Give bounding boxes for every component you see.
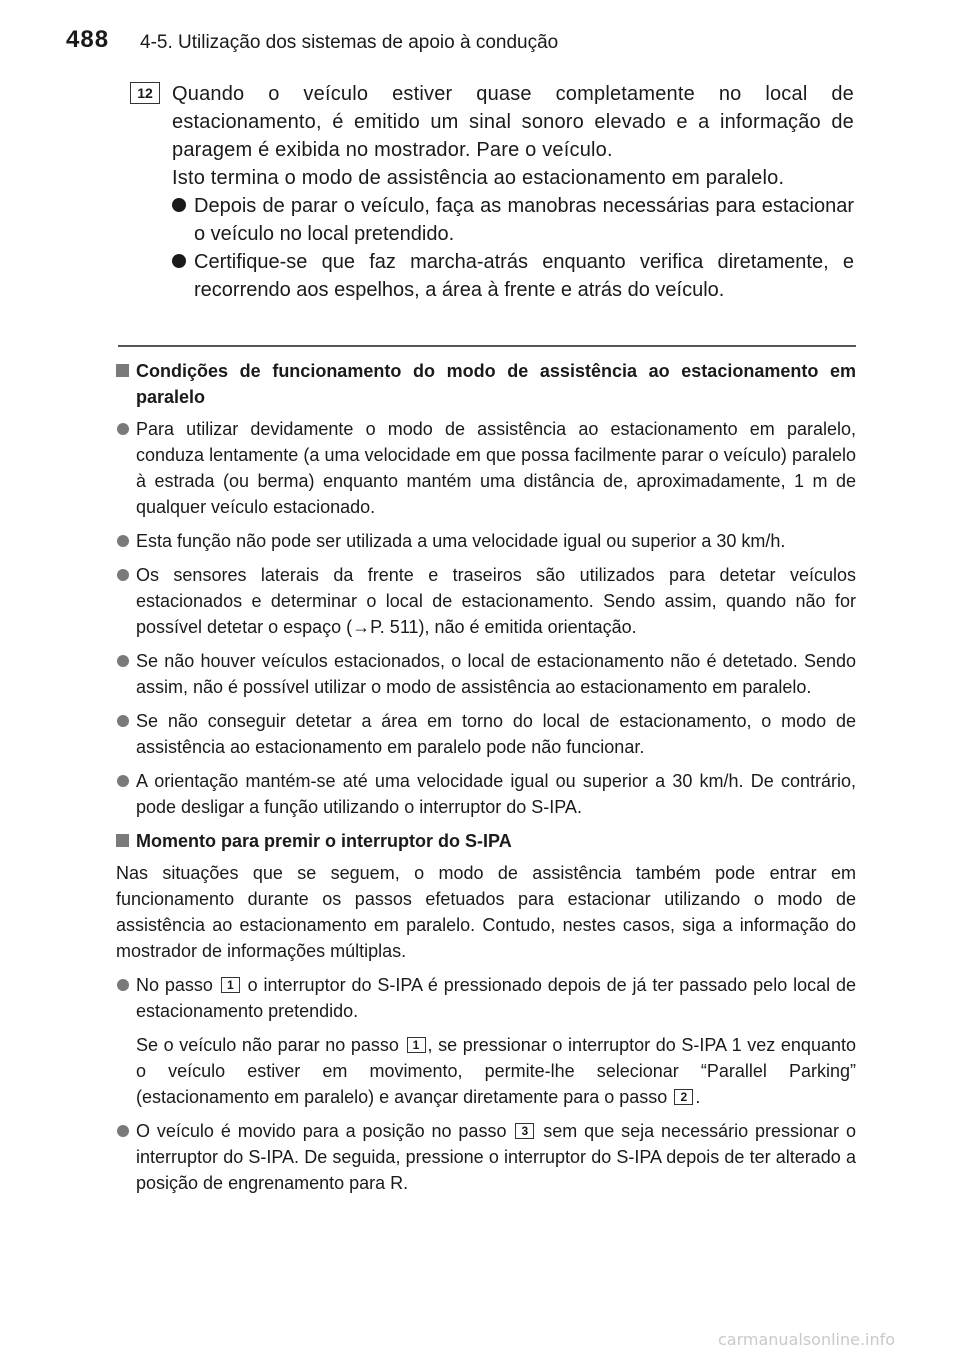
step-bullet-1 bbox=[172, 192, 854, 248]
section-divider bbox=[118, 345, 856, 347]
step-text bbox=[172, 80, 854, 192]
list-item bbox=[116, 1118, 856, 1196]
moment-bullet-2-post: sem que seja necessário pressionar o interruptor do S-IPA. De seguida, pressione o interruptor do S-IPA depois de ter alterado a posição de engrenamento para R. bbox=[136, 1121, 856, 1193]
condition-text: Se não conseguir detetar a área em torno do local de estacionamento, o modo de assistência ao estacionamento em paralelo pode não funcionar. bbox=[136, 711, 856, 757]
list-item bbox=[116, 528, 856, 554]
list-item bbox=[116, 648, 856, 700]
moment-intro: Nas situações que se seguem, o modo de assistência também pode entrar em funcionamento durante os passos efetuados para estacionar utilizando o modo de assistência ao estacionamento em paralelo. Contudo, nestes casos, siga a informação do mostrador de informações múltiplas. bbox=[116, 863, 856, 961]
condition-text: Os sensores laterais da frente e traseiros são utilizados para detetar veículos estacionados e determinar o local de estacionamento. Sendo assim, quando não for possível detetar o espaço (→P. 511), não é emitida orientação. bbox=[136, 565, 856, 637]
list-item bbox=[116, 768, 856, 820]
condition-text: Esta função não pode ser utilizada a uma velocidade igual ou superior a 30 km/h. bbox=[136, 531, 786, 551]
moment-sub-end: . bbox=[695, 1087, 701, 1107]
step-paragraph-2: Isto termina o modo de assistência ao estacionamento em paralelo. bbox=[172, 167, 785, 189]
condition-text: A orientação mantém-se até uma velocidade igual ou superior a 30 km/h. De contrário, pode desligar a função utilizando o interruptor do S-IPA. bbox=[136, 771, 856, 817]
bullet-dot-icon bbox=[117, 423, 129, 435]
moment-bullet-2-pre: O veículo é movido para a posição no passo bbox=[136, 1121, 507, 1141]
moment-bullet-1-post: o interruptor do S-IPA é pressionado depois de já ter passado pelo local de estacionamento pretendido. bbox=[136, 975, 856, 1021]
list-item bbox=[116, 708, 856, 760]
step-bullet-2-text: Certifique-se que faz marcha-atrás enquanto verifica diretamente, e recorrendo aos espelhos, a área à frente e atrás do veículo. bbox=[194, 251, 854, 301]
step-paragraph-1: Quando o veículo estiver quase completamente no local de estacionamento, é emitido um sinal sonoro elevado e a informação de paragem é exibida no mostrador. Pare o veículo. bbox=[172, 83, 854, 161]
conditions-heading-text: Condições de funcionamento do modo de assistência ao estacionamento em paralelo bbox=[136, 361, 856, 407]
moment-bullet-1-pre: No passo bbox=[136, 975, 213, 995]
list-item bbox=[116, 416, 856, 520]
notes-section bbox=[116, 358, 856, 1204]
moment-sub-pre: Se o veículo não parar no passo bbox=[136, 1035, 399, 1055]
step-number-box: 12 bbox=[130, 82, 160, 104]
step-reference-box: 3 bbox=[515, 1123, 534, 1139]
bullet-dot-icon bbox=[117, 1125, 129, 1137]
list-item bbox=[116, 562, 856, 640]
page-number: 488 bbox=[66, 26, 110, 53]
step-bullet-1-text: Depois de parar o veículo, faça as manobras necessárias para estacionar o veículo no local pretendido. bbox=[194, 195, 854, 245]
step-reference-box: 1 bbox=[221, 977, 240, 993]
bullet-dot-icon bbox=[117, 655, 129, 667]
moment-sub-mid: , se pressionar o interruptor do S-IPA 1 vez enquanto o veículo estiver em movimento, permite-lhe selecionar “Parallel Parking” (estacionamento em paralelo) e avançar diretamente para o passo bbox=[136, 1035, 856, 1107]
list-item bbox=[116, 972, 856, 1024]
conditions-heading bbox=[116, 358, 856, 410]
square-bullet-icon bbox=[116, 364, 129, 377]
section-title: 4-5. Utilização dos sistemas de apoio à condução bbox=[140, 32, 559, 53]
condition-text: Se não houver veículos estacionados, o local de estacionamento não é detetado. Sendo assim, não é possível utilizar o modo de assistência ao estacionamento em paralelo. bbox=[136, 651, 856, 697]
moment-heading-text: Momento para premir o interruptor do S-IPA bbox=[136, 831, 512, 851]
condition-text: Para utilizar devidamente o modo de assistência ao estacionamento em paralelo, conduza lentamente (a uma velocidade em que possa facilmente parar o veículo) paralelo à estrada (ou berma) enquanto mantém uma distância de, aproximadamente, 1 m de qualquer veículo estacionado. bbox=[136, 419, 856, 517]
bullet-dot-icon bbox=[117, 979, 129, 991]
watermark: carmanualsonline.info bbox=[718, 1330, 896, 1349]
step-reference-box: 1 bbox=[407, 1037, 426, 1053]
bullet-dot-icon bbox=[172, 198, 186, 212]
bullet-dot-icon bbox=[117, 775, 129, 787]
moment-heading bbox=[116, 828, 856, 854]
bullet-dot-icon bbox=[117, 535, 129, 547]
step-reference-box: 2 bbox=[674, 1089, 693, 1105]
step-bullet-2 bbox=[172, 248, 854, 304]
moment-sub-paragraph bbox=[116, 1032, 856, 1110]
bullet-dot-icon bbox=[117, 569, 129, 581]
bullet-dot-icon bbox=[172, 254, 186, 268]
square-bullet-icon bbox=[116, 834, 129, 847]
bullet-dot-icon bbox=[117, 715, 129, 727]
